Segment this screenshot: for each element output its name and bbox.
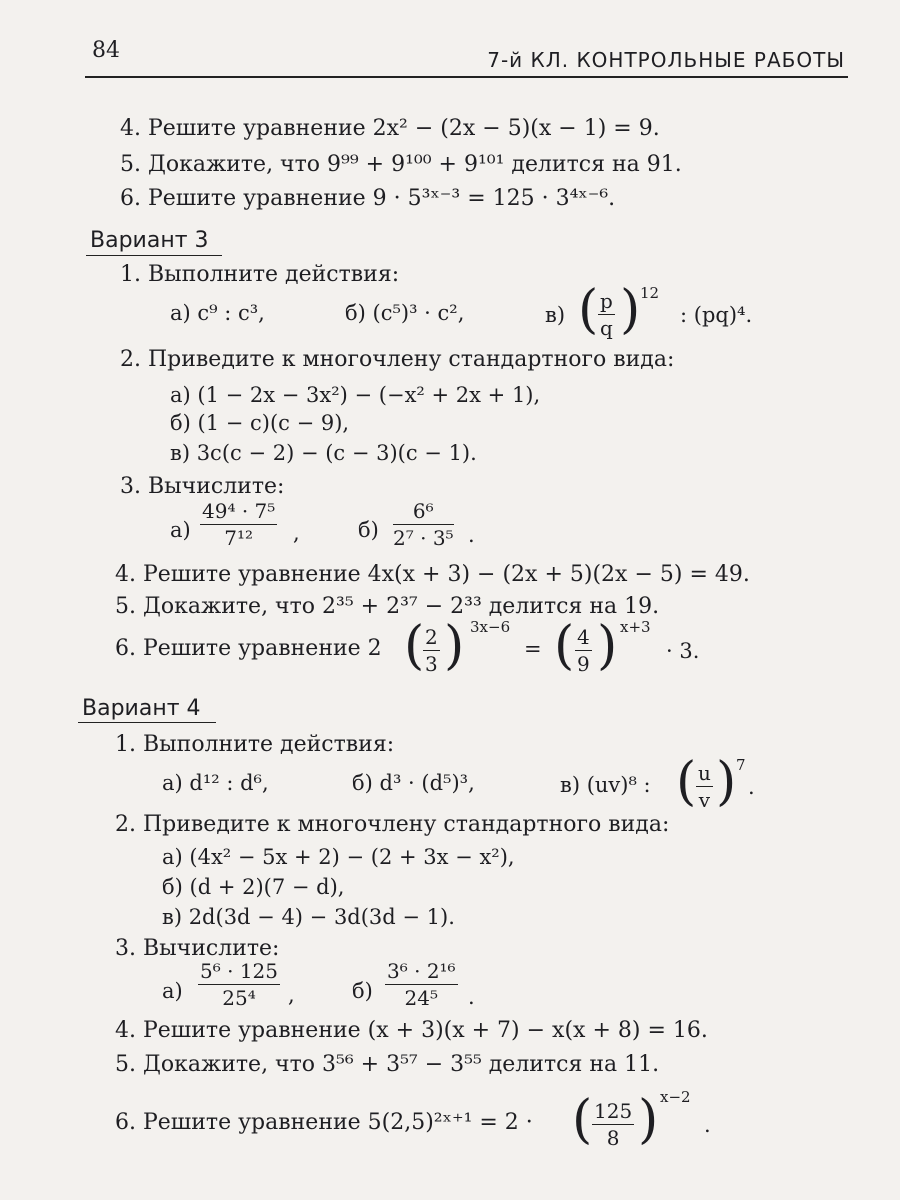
variant-3-underline [86,255,222,256]
top-task-5: 5. Докажите, что 9⁹⁹ + 9¹⁰⁰ + 9¹⁰¹ делится на 91. [120,152,682,177]
left-paren: ( [572,1090,593,1150]
v3-task-6-text: 6. Решите уравнение 2 [115,636,382,661]
fraction-denominator: 8 [606,1126,620,1150]
fraction-denominator: v [698,788,711,812]
v4-task-2c: в) 2d(3d − 4) − 3d(3d − 1). [162,905,455,929]
left-paren: ( [554,616,575,676]
variant-4-title: Вариант 4 [82,696,201,721]
left-paren: ( [578,280,599,340]
v4-task-6-fraction [592,1098,634,1151]
v3-task-3: 3. Вычислите: [120,474,285,499]
bleed-through-text [700,120,706,142]
v3-task-2b: б) (1 − c)(c − 9), [170,411,350,435]
right-paren: ) [638,1090,659,1150]
v3-task-1c-label: в) [545,303,566,327]
v4-task-3b-label: б) [352,979,373,1003]
fraction-numerator: 5⁶ · 125 [200,959,278,983]
v3-task-6-exponent-1: 3x−6 [470,618,511,636]
fraction-denominator: 2⁷ · 3⁵ [393,526,454,550]
v4-task-1b: б) d³ · (d⁵)³, [352,771,475,795]
fraction-numerator: 4 [577,625,590,649]
v3-task-3b-tail: . [468,523,475,547]
v3-task-1b: б) (c⁵)³ · c², [345,301,465,325]
v3-task-6-fraction-1 [423,624,440,677]
v4-task-6-tail: . [704,1113,711,1137]
v3-fraction-p-q [598,288,615,341]
v4-task-3b-tail: . [468,985,475,1009]
v4-task-3a-fraction [198,958,280,1011]
fraction-denominator: 25⁴ [222,986,256,1010]
fraction-denominator: 3 [425,652,438,676]
v4-task-3: 3. Вычислите: [115,936,280,961]
v4-task-1c-exponent: 7 [736,756,746,774]
v3-task-6-exponent-2: x+3 [620,618,651,636]
header-rule [85,76,848,78]
v4-task-6-exponent: x−2 [660,1088,691,1106]
v3-task-1c-exponent: 12 [640,284,660,302]
right-paren: ) [444,616,465,676]
v4-task-3a-label: а) [162,979,183,1003]
fraction-denominator: 24⁵ [404,986,439,1010]
v4-task-4: 4. Решите уравнение (x + 3)(x + 7) − x(x + 8) = 16. [115,1018,708,1043]
v3-task-3a-label: а) [170,518,191,542]
v4-task-1c-label: в) (uv)⁸ : [560,773,651,797]
fraction-denominator: 9 [577,652,590,676]
right-paren: ) [597,616,618,676]
v4-task-1a: а) d¹² : d⁶, [162,771,269,795]
v4-task-2: 2. Приведите к многочлену стандартного вида: [115,812,670,837]
v4-task-3b-fraction [385,958,458,1011]
right-paren: ) [620,280,641,340]
fraction-numerator: 49⁴ · 7⁵ [202,499,276,523]
v4-task-5: 5. Докажите, что 3⁵⁶ + 3⁵⁷ − 3⁵⁵ делится на 11. [115,1052,660,1077]
v4-task-2b: б) (d + 2)(7 − d), [162,875,345,899]
variant-4-underline [78,722,216,723]
fraction-numerator: 6⁶ [393,498,454,525]
v3-task-3a-tail: , [293,521,300,545]
fraction-numerator: 2 [425,625,438,649]
v3-task-2: 2. Приведите к многочлену стандартного вида: [120,347,675,372]
v3-task-4: 4. Решите уравнение 4x(x + 3) − (2x + 5)(2x − 5) = 49. [115,562,750,587]
v3-task-2a: а) (1 − 2x − 3x²) − (−x² + 2x + 1), [170,383,541,407]
running-header: 7-й КЛ. КОНТРОЛЬНЫЕ РАБОТЫ [487,48,845,72]
v4-fraction-u-v [696,760,713,813]
v3-task-1a: а) c⁹ : c³, [170,301,265,325]
v4-task-3a-tail: , [288,983,295,1007]
right-paren: ) [716,752,737,812]
v3-task-6-tail: · 3. [666,639,700,663]
fraction-numerator: u [698,761,711,785]
v4-task-1: 1. Выполните действия: [115,732,395,757]
v3-task-1c-tail: : (pq)⁴. [680,303,753,327]
variant-3-title: Вариант 3 [90,228,209,253]
top-task-6: 6. Решите уравнение 9 · 5³ˣ⁻³ = 125 · 3⁴ˣ⁻⁶. [120,186,616,211]
v4-task-6-text: 6. Решите уравнение 5(2,5)²ˣ⁺¹ = 2 · [115,1110,533,1135]
fraction-numerator: 3⁶ · 2¹⁶ [387,959,456,983]
v3-task-1: 1. Выполните действия: [120,262,400,287]
v3-task-3b-label: б) [358,518,379,542]
v3-task-2c: в) 3c(c − 2) − (c − 3)(c − 1). [170,441,477,465]
page-number: 84 [92,38,120,63]
fraction-numerator: p [600,289,613,313]
v3-task-5: 5. Докажите, что 2³⁵ + 2³⁷ − 2³³ делится на 19. [115,594,660,619]
fraction-denominator: 7¹² [224,526,254,550]
fraction-numerator: 125 [594,1099,633,1123]
v3-task-6-fraction-2 [575,624,592,677]
v4-task-2a: а) (4x² − 5x + 2) − (2 + 3x − x²), [162,845,515,869]
left-paren: ( [676,752,697,812]
v4-task-1c-tail: . [748,775,755,799]
v3-task-3b-fraction [393,498,454,551]
left-paren: ( [404,616,425,676]
top-task-4: 4. Решите уравнение 2x² − (2x − 5)(x − 1) = 9. [120,116,660,141]
v3-task-6-equals: = [524,637,542,661]
v3-task-3a-fraction [200,498,277,551]
fraction-denominator: q [600,316,613,340]
